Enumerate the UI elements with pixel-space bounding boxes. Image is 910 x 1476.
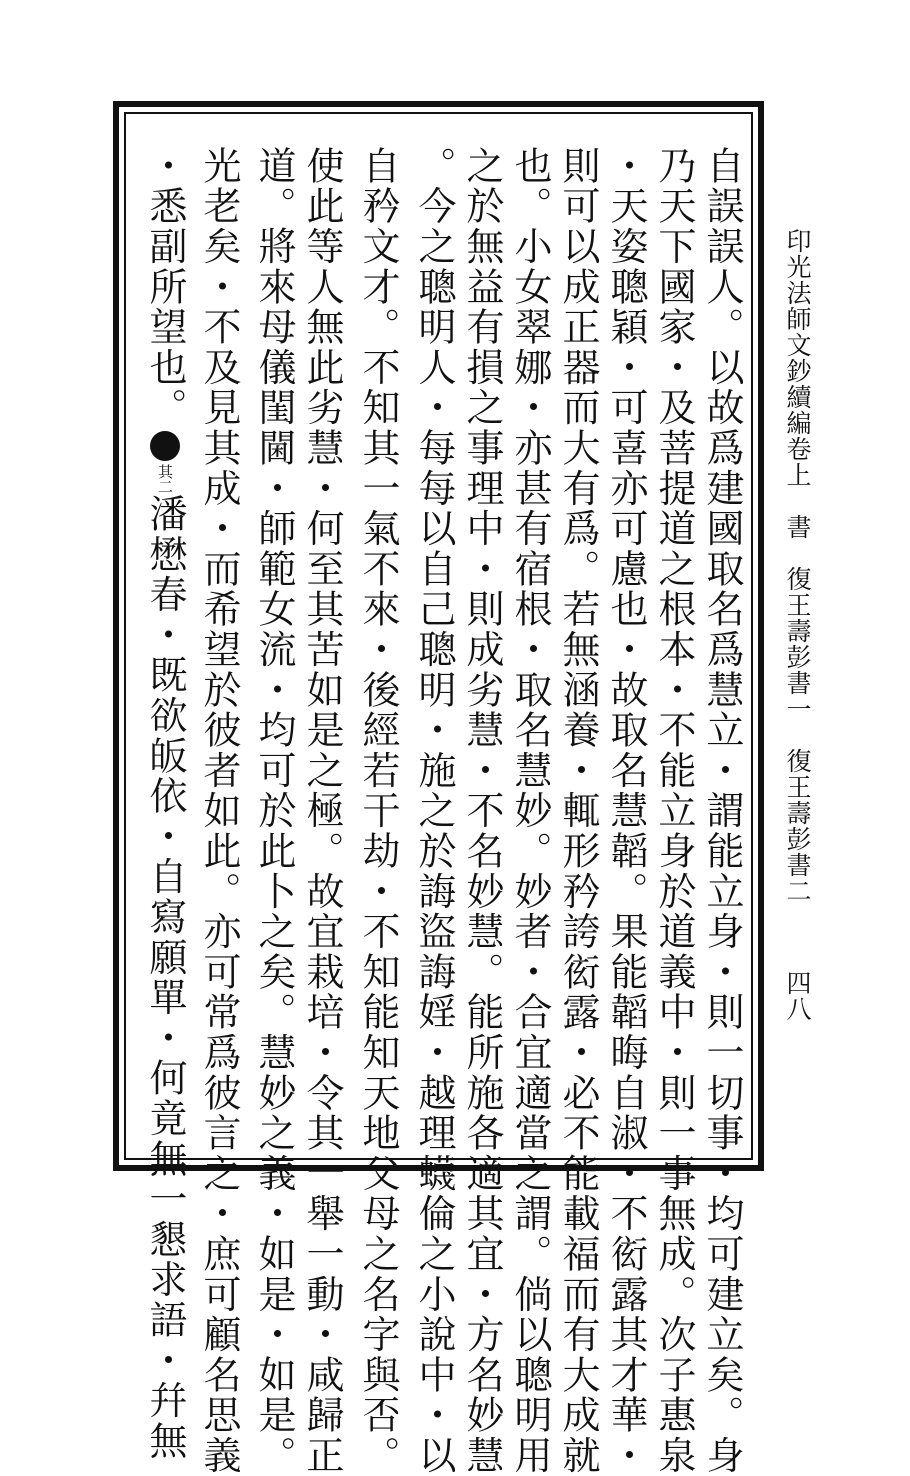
text-column-10: 道。將來母儀閨閫・師範女流・均可於此卜之矣。慧妙之義・如是・如是。 <box>252 146 296 1476</box>
text-column-7: 。今之聰明人・每每以自己聰明・施之於誨盜誨婬・越理蠛倫之小說中・以 <box>412 146 456 1476</box>
text-column-11: 光老矣・不及見其成・而希望於彼者如此。亦可常爲彼言之・庶可顧名思義 <box>197 146 241 1476</box>
section-mark-circle <box>150 431 180 461</box>
section-mark-label: 其二 <box>156 464 174 495</box>
text-column-3: ・天姿聰穎・可喜亦可慮也・故取名慧韜。果能韜晦自淑・不衒露其才華・ <box>604 146 648 1476</box>
text-column-5: 也。小女翠娜・亦甚有宿根・取名慧妙。妙者・合宜適當之謂。倘以聰明用 <box>508 146 552 1476</box>
text-column-9: 使此等人無此劣慧・何至其苦如是之極。故宜栽培・令其一舉一動・咸歸正 <box>300 146 344 1476</box>
letter-title-1: 復王壽彭書一 <box>783 566 812 722</box>
column-12-start: ・悉副所望也。 <box>143 146 187 429</box>
text-column-6: 之於無益有損之事理中・則成劣慧・不名妙慧。能所施各適其宜・方名妙慧 <box>460 146 504 1476</box>
column-12-end: 潘懋春・既欲皈依・自寫願單・何竟無一懇求語・幷無 <box>143 494 187 1462</box>
running-header <box>782 228 812 904</box>
text-column-1: 自誤誤人。以故爲建國取名爲慧立・謂能立身・則一切事・均可建立矣。身 <box>700 146 744 1476</box>
text-column-12 <box>140 146 190 1462</box>
letter-title-2: 復王壽彭書二 <box>783 748 812 904</box>
text-column-4: 則可以成正器而大有爲。若無涵養・輒形矜誇衒露・必不能載福而有大成就 <box>556 146 600 1476</box>
book-title: 印光法師文鈔續編卷上 <box>783 228 812 488</box>
text-column-8: 自矜文才。不知其一氣不來・後經若干劫・不知能知天地父母之名字與否。 <box>356 146 400 1476</box>
page-number: 四八 <box>783 970 812 1022</box>
text-column-2: 乃天下國家・及菩提道之根本・不能立身於道義中・則一事無成。次子惠泉 <box>652 146 696 1476</box>
section-label: 書 <box>783 514 812 540</box>
